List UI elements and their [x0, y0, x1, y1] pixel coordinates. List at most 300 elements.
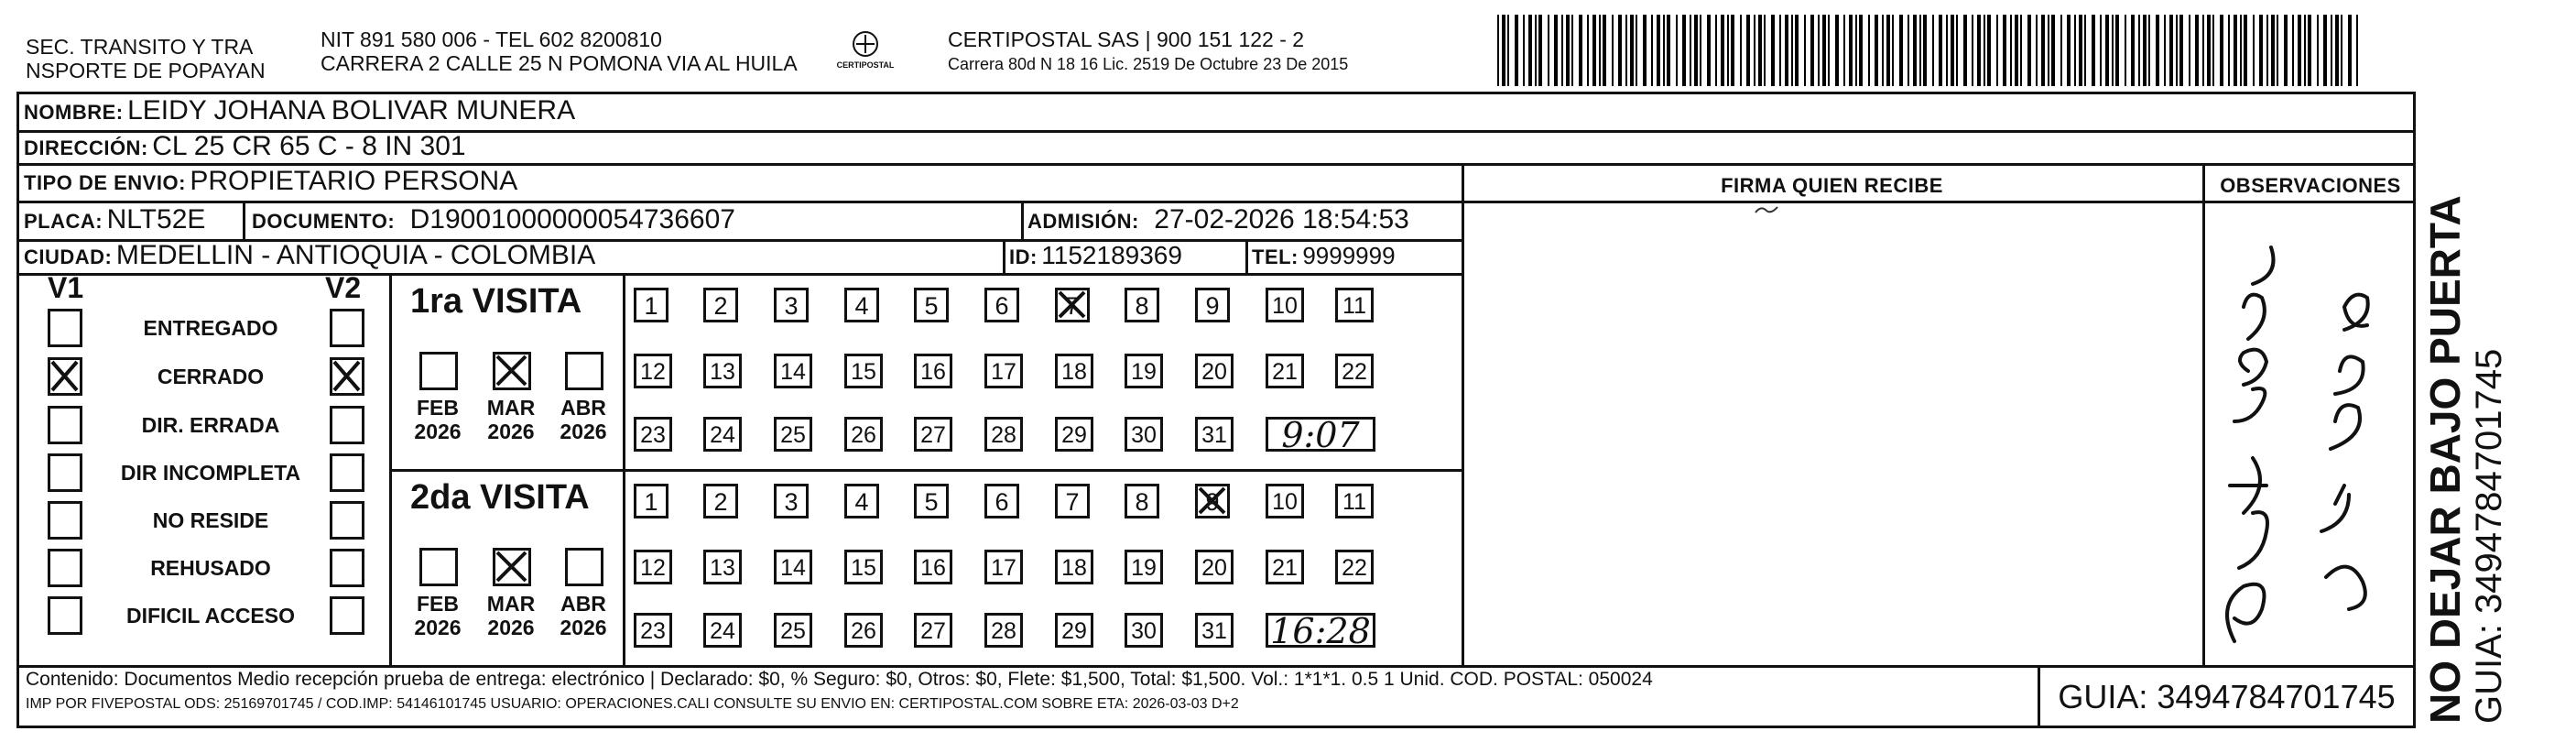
day-number: 25 — [780, 422, 806, 448]
day-number: 2 — [713, 488, 728, 516]
barcode-bar — [1892, 15, 1894, 86]
firma-header: FIRMA QUIEN RECIBE — [1721, 174, 1943, 197]
barcode-bar — [1899, 15, 1903, 86]
barcode-bar — [1682, 15, 1686, 86]
day-box[interactable] — [1195, 550, 1234, 584]
barcode-bar — [2212, 15, 2214, 86]
barcode-bar — [2041, 15, 2045, 86]
day-box[interactable] — [634, 417, 672, 452]
barcode-bar — [2176, 15, 2178, 86]
month-year: 2026 — [487, 420, 535, 443]
barcode-bar — [2112, 15, 2114, 86]
barcode-bar — [2220, 15, 2223, 86]
day-box[interactable] — [1195, 484, 1230, 518]
barcode-bar — [1587, 15, 1589, 86]
nit-line: NIT 891 580 006 - TEL 602 8200810 — [321, 27, 662, 51]
day-number: 19 — [1131, 555, 1157, 581]
sender-line-2: NSPORTE DE POPAYAN — [26, 59, 266, 82]
day-number: 12 — [640, 555, 666, 581]
day-box[interactable] — [1266, 354, 1304, 388]
month-checkbox[interactable] — [493, 352, 531, 390]
id-field — [1009, 240, 1182, 276]
month-year: 2026 — [560, 420, 607, 443]
barcode-bar — [1923, 15, 1927, 86]
day-number: 26 — [851, 618, 876, 644]
day-box[interactable] — [634, 484, 668, 518]
barcode-bar — [1603, 15, 1606, 86]
day-box[interactable] — [1125, 550, 1163, 584]
barcode-bar — [2179, 15, 2183, 86]
barcode-bar — [1538, 15, 1542, 86]
month-checkbox[interactable] — [419, 548, 458, 586]
barcode-bar — [1721, 15, 1724, 86]
barcode-bar — [1758, 15, 1762, 86]
day-box[interactable] — [984, 484, 1019, 518]
day-number: 25 — [780, 618, 806, 644]
month-label — [410, 396, 465, 443]
day-box[interactable] — [703, 288, 738, 322]
barcode-bar — [2331, 15, 2332, 86]
address-line: CARRERA 2 CALLE 25 N POMONA VIA AL HUILA — [321, 51, 798, 75]
barcode-bar — [1868, 15, 1870, 86]
day-box[interactable] — [1125, 613, 1163, 648]
tipo-envio-row — [24, 166, 517, 202]
barcode-bar — [2148, 15, 2150, 86]
barcode-bar — [1663, 15, 1665, 86]
barcode-bar — [2048, 15, 2049, 86]
barcode-bar — [1548, 15, 1549, 86]
observaciones-header: OBSERVACIONES — [2220, 174, 2401, 197]
barcode-bar — [1818, 15, 1820, 86]
day-number: 29 — [1061, 618, 1087, 644]
status-label: ENTREGADO — [143, 316, 278, 340]
day-number: 2 — [713, 292, 728, 320]
nombre-row — [24, 95, 575, 131]
barcode-bar — [2356, 15, 2358, 86]
day-box[interactable] — [1055, 550, 1093, 584]
day-box[interactable] — [1125, 417, 1163, 452]
barcode-bar — [2284, 15, 2288, 86]
day-number: 24 — [710, 422, 735, 448]
day-box[interactable] — [1055, 417, 1093, 452]
v2-checkbox[interactable] — [330, 501, 364, 540]
barcode-bar — [1579, 15, 1582, 86]
day-box[interactable] — [984, 354, 1023, 388]
day-box[interactable] — [774, 484, 809, 518]
barcode-bar — [2240, 15, 2242, 86]
day-number: 3 — [784, 488, 799, 516]
placa-label: PLACA: — [24, 210, 103, 233]
month-checkbox[interactable] — [493, 548, 531, 586]
check-x-mark — [493, 352, 531, 390]
month-year: 2026 — [414, 616, 462, 639]
day-box[interactable] — [1055, 484, 1090, 518]
month-checkbox[interactable] — [565, 352, 603, 390]
barcode-bar — [1497, 15, 1499, 86]
barcode-bar — [2298, 15, 2301, 86]
barcode-bar — [2244, 15, 2247, 86]
v1-checkbox[interactable] — [48, 596, 82, 635]
barcode-bar — [1996, 15, 1998, 86]
v1-checkbox[interactable] — [48, 453, 82, 492]
documento-value: D19001000000054736607 — [409, 204, 735, 235]
barcode-bar — [1571, 15, 1573, 86]
day-box[interactable] — [634, 288, 668, 322]
barcode-bar — [2234, 15, 2237, 86]
day-box[interactable] — [703, 417, 742, 452]
barcode-bar — [2067, 15, 2071, 86]
barcode-bar — [1828, 15, 1830, 86]
day-number: 18 — [1061, 555, 1087, 581]
barcode-bar — [2308, 15, 2311, 86]
barcode-bar — [1707, 15, 1711, 86]
visit-time-box[interactable] — [1266, 415, 1375, 455]
no-dejar-bajo-puerta: NO DEJAR BAJO PUERTA — [2421, 195, 2469, 724]
barcode-bar — [1875, 15, 1878, 86]
barcode-bar — [1913, 15, 1917, 86]
day-box[interactable] — [844, 354, 883, 388]
day-box[interactable] — [844, 417, 883, 452]
barcode-bar — [2036, 15, 2038, 86]
day-number: 14 — [780, 359, 806, 385]
day-number: 22 — [1342, 555, 1367, 581]
month-name: FEB — [417, 396, 459, 420]
day-box[interactable] — [914, 354, 952, 388]
certipostal-logo — [829, 27, 902, 77]
day-box[interactable] — [844, 550, 883, 584]
barcode-bar — [2027, 15, 2031, 86]
barcode-bar — [1694, 15, 1698, 86]
barcode-bar — [2115, 15, 2119, 86]
barcode-bar — [2105, 15, 2109, 86]
barcode-bar — [1561, 15, 1563, 86]
admision-field — [1027, 204, 1409, 240]
id-value: 1152189369 — [1041, 241, 1182, 269]
day-box[interactable] — [914, 550, 952, 584]
barcode-bar — [1932, 15, 1934, 86]
status-label: REHUSADO — [150, 556, 271, 580]
sender-contact — [321, 27, 798, 75]
day-box[interactable] — [914, 417, 952, 452]
barcode-bar — [2125, 15, 2126, 86]
barcode-bar — [2304, 15, 2306, 86]
admision-value: 27-02-2026 18:54:53 — [1154, 204, 1409, 235]
day-box[interactable] — [634, 354, 672, 388]
barcode-bar — [1636, 15, 1637, 86]
day-box[interactable] — [1266, 550, 1304, 584]
day-box[interactable] — [1335, 484, 1374, 518]
barcode-bar — [2169, 15, 2173, 86]
day-box[interactable] — [844, 288, 879, 322]
day-number: 21 — [1272, 555, 1298, 581]
barcode-bar — [2010, 15, 2012, 86]
day-number: 4 — [854, 292, 869, 320]
day-number: 28 — [991, 422, 1016, 448]
day-number: 10 — [1272, 293, 1298, 319]
barcode-bar — [2335, 15, 2339, 86]
documento-field — [252, 204, 735, 240]
barcode-bar — [2292, 15, 2294, 86]
tel-value: 9999999 — [1302, 242, 1396, 269]
barcode-bar — [2317, 15, 2319, 86]
day-box[interactable] — [1125, 354, 1163, 388]
day-number: 21 — [1272, 359, 1298, 385]
barcode-bar — [2138, 15, 2140, 86]
day-box[interactable] — [703, 550, 742, 584]
v1-label: V1 — [48, 271, 84, 304]
barcode-bar — [1785, 15, 1788, 86]
observaciones-handwriting — [2207, 211, 2413, 660]
documento-label: DOCUMENTO: — [252, 210, 396, 233]
day-box[interactable] — [1266, 288, 1304, 322]
barcode-bar — [1754, 15, 1755, 86]
barcode-bar — [2092, 15, 2095, 86]
ciudad-value: MEDELLIN - ANTIOQUIA - COLOMBIA — [115, 240, 596, 270]
month-label — [556, 396, 611, 443]
barcode-bar — [2131, 15, 2135, 86]
barcode-bar — [1651, 15, 1653, 86]
status-label: NO RESIDE — [152, 508, 269, 532]
barcode-bar — [1835, 15, 1839, 86]
v1-checkbox[interactable] — [48, 309, 82, 347]
day-box[interactable] — [984, 417, 1023, 452]
barcode — [1497, 15, 2363, 86]
barcode-bar — [1764, 15, 1766, 86]
barcode-bar — [1592, 15, 1596, 86]
barcode-bar — [1599, 15, 1601, 86]
visit-time-box[interactable] — [1266, 611, 1375, 651]
barcode-bar — [1746, 15, 1750, 86]
barcode-bar — [2228, 15, 2230, 86]
barcode-bar — [2259, 15, 2263, 86]
day-number: 28 — [991, 618, 1016, 644]
barcode-bar — [2020, 15, 2022, 86]
v1-checkbox[interactable] — [48, 549, 82, 587]
barcode-bar — [2202, 15, 2204, 86]
day-number: 10 — [1272, 489, 1298, 515]
v2-checkbox[interactable] — [330, 453, 364, 492]
month-checkbox[interactable] — [565, 548, 603, 586]
day-box[interactable] — [703, 613, 742, 648]
barcode-bar — [1859, 15, 1863, 86]
barcode-bar — [1715, 15, 1717, 86]
day-number: 24 — [710, 618, 735, 644]
day-box[interactable] — [914, 484, 949, 518]
barcode-bar — [2060, 15, 2062, 86]
day-box[interactable] — [1125, 484, 1159, 518]
barcode-bar — [2271, 15, 2275, 86]
day-box[interactable] — [1125, 288, 1159, 322]
day-box[interactable] — [1195, 417, 1234, 452]
day-box[interactable] — [634, 613, 672, 648]
barcode-bar — [1630, 15, 1634, 86]
logo-text: CERTIPOSTAL — [836, 60, 895, 70]
day-number: 29 — [1061, 422, 1087, 448]
barcode-bar — [2074, 15, 2076, 86]
v2-checkbox[interactable] — [330, 596, 364, 635]
barcode-bar — [1690, 15, 1691, 86]
day-box[interactable] — [1195, 613, 1234, 648]
barcode-bar — [2207, 15, 2211, 86]
barcode-bar — [1886, 15, 1890, 86]
direccion-row — [24, 131, 466, 167]
day-number: 27 — [920, 422, 946, 448]
barcode-bar — [1908, 15, 1909, 86]
barcode-bar — [1795, 15, 1799, 86]
day-box[interactable] — [1335, 288, 1374, 322]
day-number: 31 — [1201, 422, 1227, 448]
day-number: 3 — [784, 292, 799, 320]
v2-checkbox[interactable] — [330, 406, 364, 444]
month-label — [556, 592, 611, 639]
barcode-bar — [2079, 15, 2082, 86]
day-box[interactable] — [774, 613, 812, 648]
day-number: 15 — [851, 555, 876, 581]
barcode-bar — [2277, 15, 2278, 86]
barcode-bar — [2143, 15, 2147, 86]
day-box[interactable] — [774, 288, 809, 322]
day-box[interactable] — [914, 613, 952, 648]
day-number: 14 — [780, 555, 806, 581]
barcode-bar — [1657, 15, 1660, 86]
day-box[interactable] — [1195, 288, 1230, 322]
month-year: 2026 — [414, 420, 462, 443]
day-number: 5 — [924, 292, 939, 320]
month-name: ABR — [560, 592, 606, 616]
day-box[interactable] — [1055, 613, 1093, 648]
day-box[interactable] — [774, 550, 812, 584]
ciudad-label: CIUDAD: — [24, 246, 113, 268]
day-number: 20 — [1201, 359, 1227, 385]
day-number: 13 — [710, 555, 735, 581]
check-x-mark — [1195, 484, 1230, 518]
day-number: 8 — [1135, 292, 1149, 320]
day-box[interactable] — [1055, 354, 1093, 388]
barcode-bar — [1727, 15, 1729, 86]
barcode-bar — [1779, 15, 1781, 86]
day-box[interactable] — [703, 484, 738, 518]
day-box[interactable] — [774, 354, 812, 388]
day-number: 12 — [640, 359, 666, 385]
v1-checkbox[interactable] — [48, 406, 82, 444]
day-number: 16 — [920, 555, 946, 581]
day-number: 27 — [920, 618, 946, 644]
day-box[interactable] — [1266, 484, 1304, 518]
barcode-bar — [2100, 15, 2102, 86]
month-label — [484, 592, 538, 639]
day-box[interactable] — [1195, 354, 1234, 388]
day-number: 30 — [1131, 618, 1157, 644]
v2-checkbox[interactable] — [330, 309, 364, 347]
v2-checkbox[interactable] — [330, 549, 364, 587]
tipo-envio-value: PROPIETARIO PERSONA — [190, 166, 518, 196]
check-x-mark — [493, 548, 531, 586]
day-box[interactable] — [1335, 550, 1374, 584]
barcode-bar — [1855, 15, 1857, 86]
day-box[interactable] — [1055, 288, 1090, 322]
v1-checkbox[interactable] — [48, 501, 82, 540]
admision-label: ADMISIÓN: — [1027, 210, 1139, 233]
month-name: ABR — [560, 396, 606, 420]
footer-print-line: IMP POR FIVEPOSTAL ODS: 25169701745 / COD.IMP: 54146101745 USUARIO: OPERACIONES.CALI CONSULTE SU ENVIO EN: CERTIPOSTAL.COM SOBRE ETA: 2026-03-03 D+2 — [26, 696, 1239, 712]
month-year: 2026 — [560, 616, 607, 639]
status-label: CERRADO — [157, 365, 265, 388]
day-box[interactable] — [984, 550, 1023, 584]
day-number: 17 — [991, 359, 1016, 385]
barcode-bar — [1919, 15, 1921, 86]
barcode-bar — [2266, 15, 2268, 86]
barcode-bar — [1810, 15, 1814, 86]
day-number: 6 — [995, 488, 1009, 516]
day-box[interactable] — [634, 550, 672, 584]
barcode-bar — [1554, 15, 1558, 86]
day-number: 9 — [1205, 488, 1220, 516]
company-line: CERTIPOSTAL SAS | 900 151 122 - 2 — [948, 27, 1305, 51]
month-name: MAR — [486, 592, 536, 616]
barcode-bar — [1849, 15, 1853, 86]
day-box[interactable] — [984, 288, 1019, 322]
barcode-bar — [1771, 15, 1775, 86]
barcode-bar — [1946, 15, 1948, 86]
barcode-bar — [1502, 15, 1505, 86]
barcode-bar — [1625, 15, 1627, 86]
id-label: ID: — [1009, 246, 1038, 268]
status-label: DIR. ERRADA — [141, 413, 280, 437]
barcode-bar — [2341, 15, 2342, 86]
day-box[interactable] — [844, 484, 879, 518]
company-info — [948, 27, 1348, 74]
day-number: 23 — [640, 422, 666, 448]
day-number: 26 — [851, 422, 876, 448]
barcode-bar — [2003, 15, 2006, 86]
day-box[interactable] — [703, 354, 742, 388]
barcode-bar — [2253, 15, 2255, 86]
check-x-mark — [1055, 288, 1090, 322]
barcode-bar — [1667, 15, 1670, 86]
barcode-bar — [1507, 15, 1509, 86]
day-box[interactable] — [1335, 354, 1374, 388]
barcode-bar — [1731, 15, 1734, 86]
day-number: 11 — [1342, 293, 1366, 319]
barcode-bar — [1882, 15, 1884, 86]
check-x-mark — [330, 357, 364, 396]
day-box[interactable] — [984, 613, 1023, 648]
barcode-bar — [2164, 15, 2166, 86]
day-number: 7 — [1065, 488, 1080, 516]
tipo-envio-label: TIPO DE ENVIO: — [24, 171, 186, 194]
barcode-bar — [1700, 15, 1701, 86]
barcode-bar — [1618, 15, 1622, 86]
v2-checkbox[interactable] — [330, 357, 364, 396]
day-number: 17 — [991, 555, 1016, 581]
day-box[interactable] — [914, 288, 949, 322]
day-box[interactable] — [844, 613, 883, 648]
v1-checkbox[interactable] — [48, 357, 82, 396]
day-number: 20 — [1201, 555, 1227, 581]
side-text — [2421, 195, 2509, 724]
barcode-bar — [2348, 15, 2352, 86]
month-year: 2026 — [487, 616, 535, 639]
barcode-bar — [2189, 15, 2190, 86]
barcode-bar — [1951, 15, 1954, 86]
barcode-bar — [1939, 15, 1942, 86]
month-checkbox[interactable] — [419, 352, 458, 390]
day-box[interactable] — [774, 417, 812, 452]
barcode-bar — [2195, 15, 2199, 86]
day-number: 18 — [1061, 359, 1087, 385]
placa-value: NLT52E — [106, 204, 206, 235]
v2-label: V2 — [325, 271, 362, 304]
